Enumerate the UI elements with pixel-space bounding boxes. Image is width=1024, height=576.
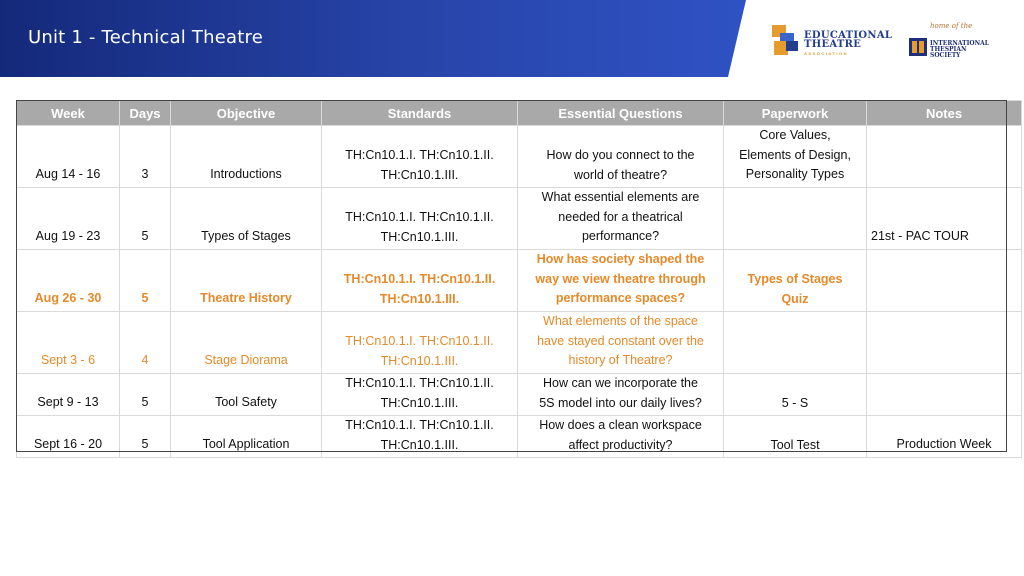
cell-notes <box>867 312 1022 374</box>
cell-essential-questions-line: How does a clean workspace <box>539 418 702 432</box>
cell-standards <box>322 126 518 188</box>
cell-essential-questions-line: How can we incorporate the <box>543 376 698 390</box>
cell-paperwork-line: Tool Test <box>770 437 820 452</box>
its-logo <box>906 22 990 62</box>
table-row <box>17 312 1022 374</box>
cell-essential-questions-line: How do you connect to the <box>546 148 695 162</box>
table-row <box>17 374 1022 416</box>
cell-notes <box>867 250 1022 312</box>
table-row <box>17 250 1022 312</box>
cell-standards-line: TH:Cn10.1.I. TH:Cn10.1.II. <box>343 272 496 286</box>
cell-objective: Tool Safety <box>171 374 322 416</box>
cell-essential-questions-line: What elements of the space <box>543 314 698 328</box>
cell-days: 5 <box>120 250 171 312</box>
cell-paperwork-line: Personality Types <box>745 167 845 181</box>
cell-paperwork <box>724 250 867 312</box>
eta-line1: EDUCATIONAL <box>804 30 893 41</box>
its-line1: INTERNATIONAL <box>930 40 989 47</box>
cell-objective: Types of Stages <box>171 188 322 250</box>
cell-essential-questions-line: performance spaces? <box>555 291 686 305</box>
eta-line3: ASSOCIATION <box>804 51 848 56</box>
cell-standards-line: TH:Cn10.1.I. TH:Cn10.1.II. <box>345 418 494 432</box>
cell-paperwork-line: Elements of Design, <box>739 147 851 162</box>
col-header-paperwork: Paperwork <box>724 101 867 126</box>
cell-week: Aug 19 - 23 <box>17 188 120 250</box>
cell-standards <box>322 188 518 250</box>
col-header-week: Week <box>17 101 120 126</box>
cell-objective: Tool Application <box>171 416 322 458</box>
eta-logo <box>770 23 893 59</box>
col-header-notes: Notes <box>867 101 1022 126</box>
cell-objective: Introductions <box>171 126 322 188</box>
cell-essential-questions <box>518 374 724 416</box>
cell-notes: Production Week <box>867 416 1022 458</box>
cell-standards-line: TH:Cn10.1.I. TH:Cn10.1.II. <box>345 376 494 390</box>
eta-mask-icon <box>770 23 802 57</box>
table-row <box>17 188 1022 250</box>
cell-essential-questions <box>518 188 724 250</box>
cell-paperwork <box>724 126 867 188</box>
cell-paperwork-line: 5 - S <box>781 395 809 410</box>
cell-days: 3 <box>120 126 171 188</box>
schedule-table <box>16 100 1022 458</box>
eta-logo-name <box>804 31 892 49</box>
header-banner <box>0 0 1024 77</box>
cell-standards-line: TH:Cn10.1.III. <box>380 437 459 452</box>
cell-standards-line: TH:Cn10.1.I. TH:Cn10.1.II. <box>345 210 494 224</box>
cell-essential-questions-line: performance? <box>581 229 660 243</box>
col-header-essential-questions: Essential Questions <box>518 101 724 126</box>
its-line2: THESPIAN SOCIETY <box>930 46 967 59</box>
cell-notes <box>867 126 1022 188</box>
cell-week: Aug 14 - 16 <box>17 126 120 188</box>
cell-essential-questions <box>518 250 724 312</box>
cell-standards <box>322 250 518 312</box>
cell-essential-questions-line: way we view theatre through <box>535 271 706 286</box>
cell-essential-questions-line: 5S model into our daily lives? <box>539 395 702 410</box>
table-row <box>17 126 1022 188</box>
cell-essential-questions-line: have stayed constant over the <box>537 333 704 348</box>
cell-essential-questions-line: world of theatre? <box>573 167 668 182</box>
col-header-standards: Standards <box>322 101 518 126</box>
cell-standards-line: TH:Cn10.1.I. TH:Cn10.1.II. <box>345 148 494 162</box>
cell-week: Aug 26 - 30 <box>17 250 120 312</box>
cell-paperwork <box>724 374 867 416</box>
cell-objective: Stage Diorama <box>171 312 322 374</box>
cell-objective: Theatre History <box>171 250 322 312</box>
cell-standards <box>322 312 518 374</box>
its-home-text: home of the <box>930 22 973 30</box>
cell-paperwork <box>724 416 867 458</box>
table-header-row <box>17 101 1022 126</box>
cell-essential-questions <box>518 312 724 374</box>
cell-paperwork <box>724 312 867 374</box>
cell-paperwork <box>724 188 867 250</box>
cell-essential-questions-line: history of Theatre? <box>568 353 673 367</box>
cell-essential-questions-line: What essential elements are <box>541 190 700 204</box>
col-header-days: Days <box>120 101 171 126</box>
cell-week: Sept 16 - 20 <box>17 416 120 458</box>
cell-standards-line: TH:Cn10.1.III. <box>380 167 459 182</box>
cell-essential-questions-line: needed for a theatrical <box>558 209 683 224</box>
cell-notes <box>867 374 1022 416</box>
cell-essential-questions <box>518 126 724 188</box>
cell-standards-line: TH:Cn10.1.III. <box>380 229 459 244</box>
eta-line2: THEATRE <box>804 39 862 50</box>
cell-standards <box>322 374 518 416</box>
cell-paperwork-line: Quiz <box>781 291 809 306</box>
cell-days: 5 <box>120 416 171 458</box>
its-emblem-icon <box>908 37 928 57</box>
cell-days: 4 <box>120 312 171 374</box>
its-name <box>930 41 990 59</box>
cell-essential-questions <box>518 416 724 458</box>
cell-week: Sept 3 - 6 <box>17 312 120 374</box>
col-header-objective: Objective <box>171 101 322 126</box>
cell-paperwork-line: Core Values, <box>759 128 831 142</box>
cell-week: Sept 9 - 13 <box>17 374 120 416</box>
cell-standards-line: TH:Cn10.1.I. TH:Cn10.1.II. <box>345 334 494 348</box>
cell-standards-line: TH:Cn10.1.III. <box>379 291 460 306</box>
table-body <box>17 126 1022 458</box>
cell-standards-line: TH:Cn10.1.III. <box>380 395 459 410</box>
page-title: Unit 1 - Technical Theatre <box>28 27 263 48</box>
cell-standards-line: TH:Cn10.1.III. <box>380 353 459 368</box>
cell-days: 5 <box>120 374 171 416</box>
table-row <box>17 416 1022 458</box>
cell-notes: 21st - PAC TOUR <box>867 188 1022 250</box>
cell-essential-questions-line: How has society shaped the <box>536 252 705 266</box>
cell-days: 5 <box>120 188 171 250</box>
cell-essential-questions-line: affect productivity? <box>568 437 673 452</box>
cell-standards <box>322 416 518 458</box>
cell-paperwork-line: Types of Stages <box>747 272 843 286</box>
